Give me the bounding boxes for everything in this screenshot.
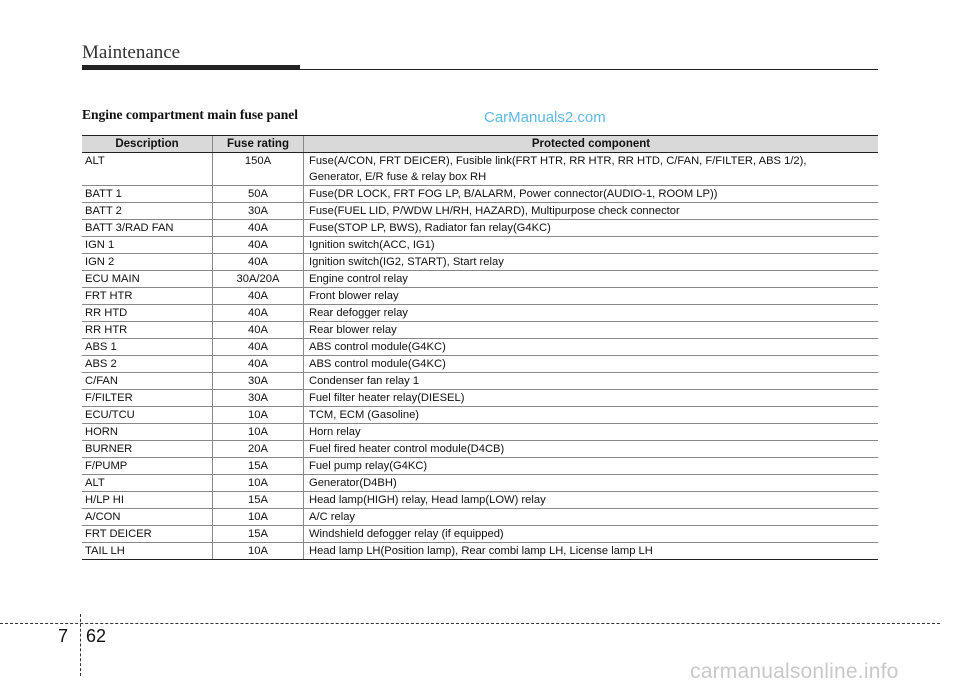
cell-protected-component xyxy=(304,322,879,339)
cell-fuse-rating: 40A xyxy=(213,254,304,271)
cell-fuse-rating: 10A xyxy=(213,407,304,424)
protected-component-line: Generator(D4BH) xyxy=(309,477,397,489)
table-row xyxy=(82,153,878,186)
cell-fuse-rating: 15A xyxy=(213,526,304,543)
cell-description: RR HTR xyxy=(82,322,213,339)
cell-protected-component xyxy=(304,271,879,288)
protected-component-line: Head lamp LH(Position lamp), Rear combi lamp LH, License lamp LH xyxy=(309,545,653,557)
cell-fuse-rating: 10A xyxy=(213,543,304,560)
cell-fuse-rating: 50A xyxy=(213,186,304,203)
cell-description: ECU/TCU xyxy=(82,407,213,424)
cell-protected-component xyxy=(304,475,879,492)
chapter-number: 7 xyxy=(58,626,69,646)
cell-protected-component xyxy=(304,339,879,356)
table-row xyxy=(82,305,878,322)
section-title: Engine compartment main fuse panel xyxy=(82,107,298,122)
cell-description: IGN 1 xyxy=(82,237,213,254)
cell-protected-component xyxy=(304,373,879,390)
protected-component-line: Fuel filter heater relay(DIESEL) xyxy=(309,392,465,404)
table-row xyxy=(82,220,878,237)
cell-description: A/CON xyxy=(82,509,213,526)
footer-dashed-rule xyxy=(0,623,940,624)
column-header-protected-component: Protected component xyxy=(304,136,879,153)
table-row xyxy=(82,254,878,271)
cell-fuse-rating: 40A xyxy=(213,220,304,237)
cell-description: H/LP HI xyxy=(82,492,213,509)
cell-protected-component xyxy=(304,186,879,203)
fuse-table xyxy=(82,135,878,560)
protected-component-line: Condenser fan relay 1 xyxy=(309,375,420,387)
protected-component-line: A/C relay xyxy=(309,511,356,523)
cell-protected-component xyxy=(304,492,879,509)
cell-fuse-rating: 10A xyxy=(213,509,304,526)
cell-description: BATT 2 xyxy=(82,203,213,220)
protected-component-line: Horn relay xyxy=(309,426,361,438)
cell-protected-component xyxy=(304,424,879,441)
cell-description: BURNER xyxy=(82,441,213,458)
cell-protected-component xyxy=(304,543,879,560)
cell-fuse-rating: 30A xyxy=(213,203,304,220)
cell-description: F/FILTER xyxy=(82,390,213,407)
table-header-row xyxy=(82,136,878,153)
table-row xyxy=(82,288,878,305)
cell-fuse-rating: 15A xyxy=(213,458,304,475)
protected-component-line: Fuel fired heater control module(D4CB) xyxy=(309,443,505,455)
table-row xyxy=(82,492,878,509)
protected-component-line: Rear defogger relay xyxy=(309,307,408,319)
protected-component-line: Engine control relay xyxy=(309,273,408,285)
cell-fuse-rating: 150A xyxy=(213,153,304,186)
cell-description: F/PUMP xyxy=(82,458,213,475)
cell-description: ALT xyxy=(82,475,213,492)
table-row xyxy=(82,441,878,458)
table-row xyxy=(82,390,878,407)
cell-protected-component xyxy=(304,305,879,322)
cell-protected-component xyxy=(304,356,879,373)
protected-component-line: Fuse(STOP LP, BWS), Radiator fan relay(G4KC) xyxy=(309,222,551,234)
protected-component-line: TCM, ECM (Gasoline) xyxy=(309,409,420,421)
cell-fuse-rating: 40A xyxy=(213,237,304,254)
cell-fuse-rating: 40A xyxy=(213,356,304,373)
protected-component-line: Ignition switch(IG2, START), Start relay xyxy=(309,256,504,268)
cell-description: RR HTD xyxy=(82,305,213,322)
watermark-top: CarManuals2.com xyxy=(484,109,606,126)
cell-protected-component xyxy=(304,509,879,526)
cell-fuse-rating: 10A xyxy=(213,424,304,441)
column-header-fuse-rating: Fuse rating xyxy=(213,136,304,153)
protected-component-line: Head lamp(HIGH) relay, Head lamp(LOW) relay xyxy=(309,494,546,506)
protected-component-line: Ignition switch(ACC, IG1) xyxy=(309,239,435,251)
page-number: 62 xyxy=(86,626,107,646)
table-row xyxy=(82,407,878,424)
cell-fuse-rating: 30A/20A xyxy=(213,271,304,288)
cell-description: TAIL LH xyxy=(82,543,213,560)
table-row xyxy=(82,271,878,288)
footer-dashed-divider xyxy=(80,614,81,676)
table-row xyxy=(82,186,878,203)
table-row xyxy=(82,373,878,390)
cell-fuse-rating: 15A xyxy=(213,492,304,509)
table-row xyxy=(82,424,878,441)
cell-description: C/FAN xyxy=(82,373,213,390)
cell-description: FRT HTR xyxy=(82,288,213,305)
cell-protected-component xyxy=(304,390,879,407)
fuse-table-body xyxy=(82,153,878,560)
table-row xyxy=(82,356,878,373)
cell-description: BATT 1 xyxy=(82,186,213,203)
cell-description: ABS 1 xyxy=(82,339,213,356)
table-row xyxy=(82,322,878,339)
cell-description: ECU MAIN xyxy=(82,271,213,288)
cell-fuse-rating: 30A xyxy=(213,390,304,407)
page-header-title: Maintenance xyxy=(82,42,181,63)
protected-component-line: Front blower relay xyxy=(309,290,399,302)
cell-fuse-rating: 40A xyxy=(213,305,304,322)
table-row xyxy=(82,339,878,356)
table-row xyxy=(82,237,878,254)
cell-fuse-rating: 40A xyxy=(213,288,304,305)
protected-component-line: Fuse(FUEL LID, P/WDW LH/RH, HAZARD), Multipurpose check connector xyxy=(309,205,680,217)
cell-fuse-rating: 40A xyxy=(213,339,304,356)
column-header-description: Description xyxy=(82,136,213,153)
protected-component-line: Windshield defogger relay (if equipped) xyxy=(309,528,504,540)
cell-description: FRT DEICER xyxy=(82,526,213,543)
cell-fuse-rating: 30A xyxy=(213,373,304,390)
protected-component-line: Generator, E/R fuse & relay box RH xyxy=(309,171,487,183)
table-row xyxy=(82,526,878,543)
protected-component-line: ABS control module(G4KC) xyxy=(309,341,446,353)
cell-description: IGN 2 xyxy=(82,254,213,271)
cell-protected-component xyxy=(304,407,879,424)
cell-protected-component xyxy=(304,203,879,220)
protected-component-line: Fuse(DR LOCK, FRT FOG LP, B/ALARM, Power connector(AUDIO-1, ROOM LP)) xyxy=(309,188,718,200)
cell-fuse-rating: 40A xyxy=(213,322,304,339)
cell-protected-component xyxy=(304,153,879,186)
cell-description: HORN xyxy=(82,424,213,441)
table-row xyxy=(82,475,878,492)
protected-component-line: ABS control module(G4KC) xyxy=(309,358,446,370)
watermark-bottom: carmanualsonline.info xyxy=(690,660,899,683)
table-row xyxy=(82,458,878,475)
cell-description: ABS 2 xyxy=(82,356,213,373)
cell-description: ALT xyxy=(82,153,213,186)
cell-protected-component xyxy=(304,526,879,543)
cell-protected-component xyxy=(304,220,879,237)
header-rule xyxy=(82,69,878,70)
cell-fuse-rating: 20A xyxy=(213,441,304,458)
cell-protected-component xyxy=(304,288,879,305)
table-row xyxy=(82,543,878,560)
cell-protected-component xyxy=(304,458,879,475)
cell-description: BATT 3/RAD FAN xyxy=(82,220,213,237)
cell-protected-component xyxy=(304,237,879,254)
protected-component-line: Fuel pump relay(G4KC) xyxy=(309,460,428,472)
cell-protected-component xyxy=(304,441,879,458)
table-row xyxy=(82,203,878,220)
protected-component-line: Rear blower relay xyxy=(309,324,397,336)
protected-component-line: Fuse(A/CON, FRT DEICER), Fusible link(FRT HTR, RR HTR, RR HTD, C/FAN, F/FILTER, ABS 1/2), xyxy=(309,155,807,167)
table-row xyxy=(82,509,878,526)
cell-fuse-rating: 10A xyxy=(213,475,304,492)
cell-protected-component xyxy=(304,254,879,271)
